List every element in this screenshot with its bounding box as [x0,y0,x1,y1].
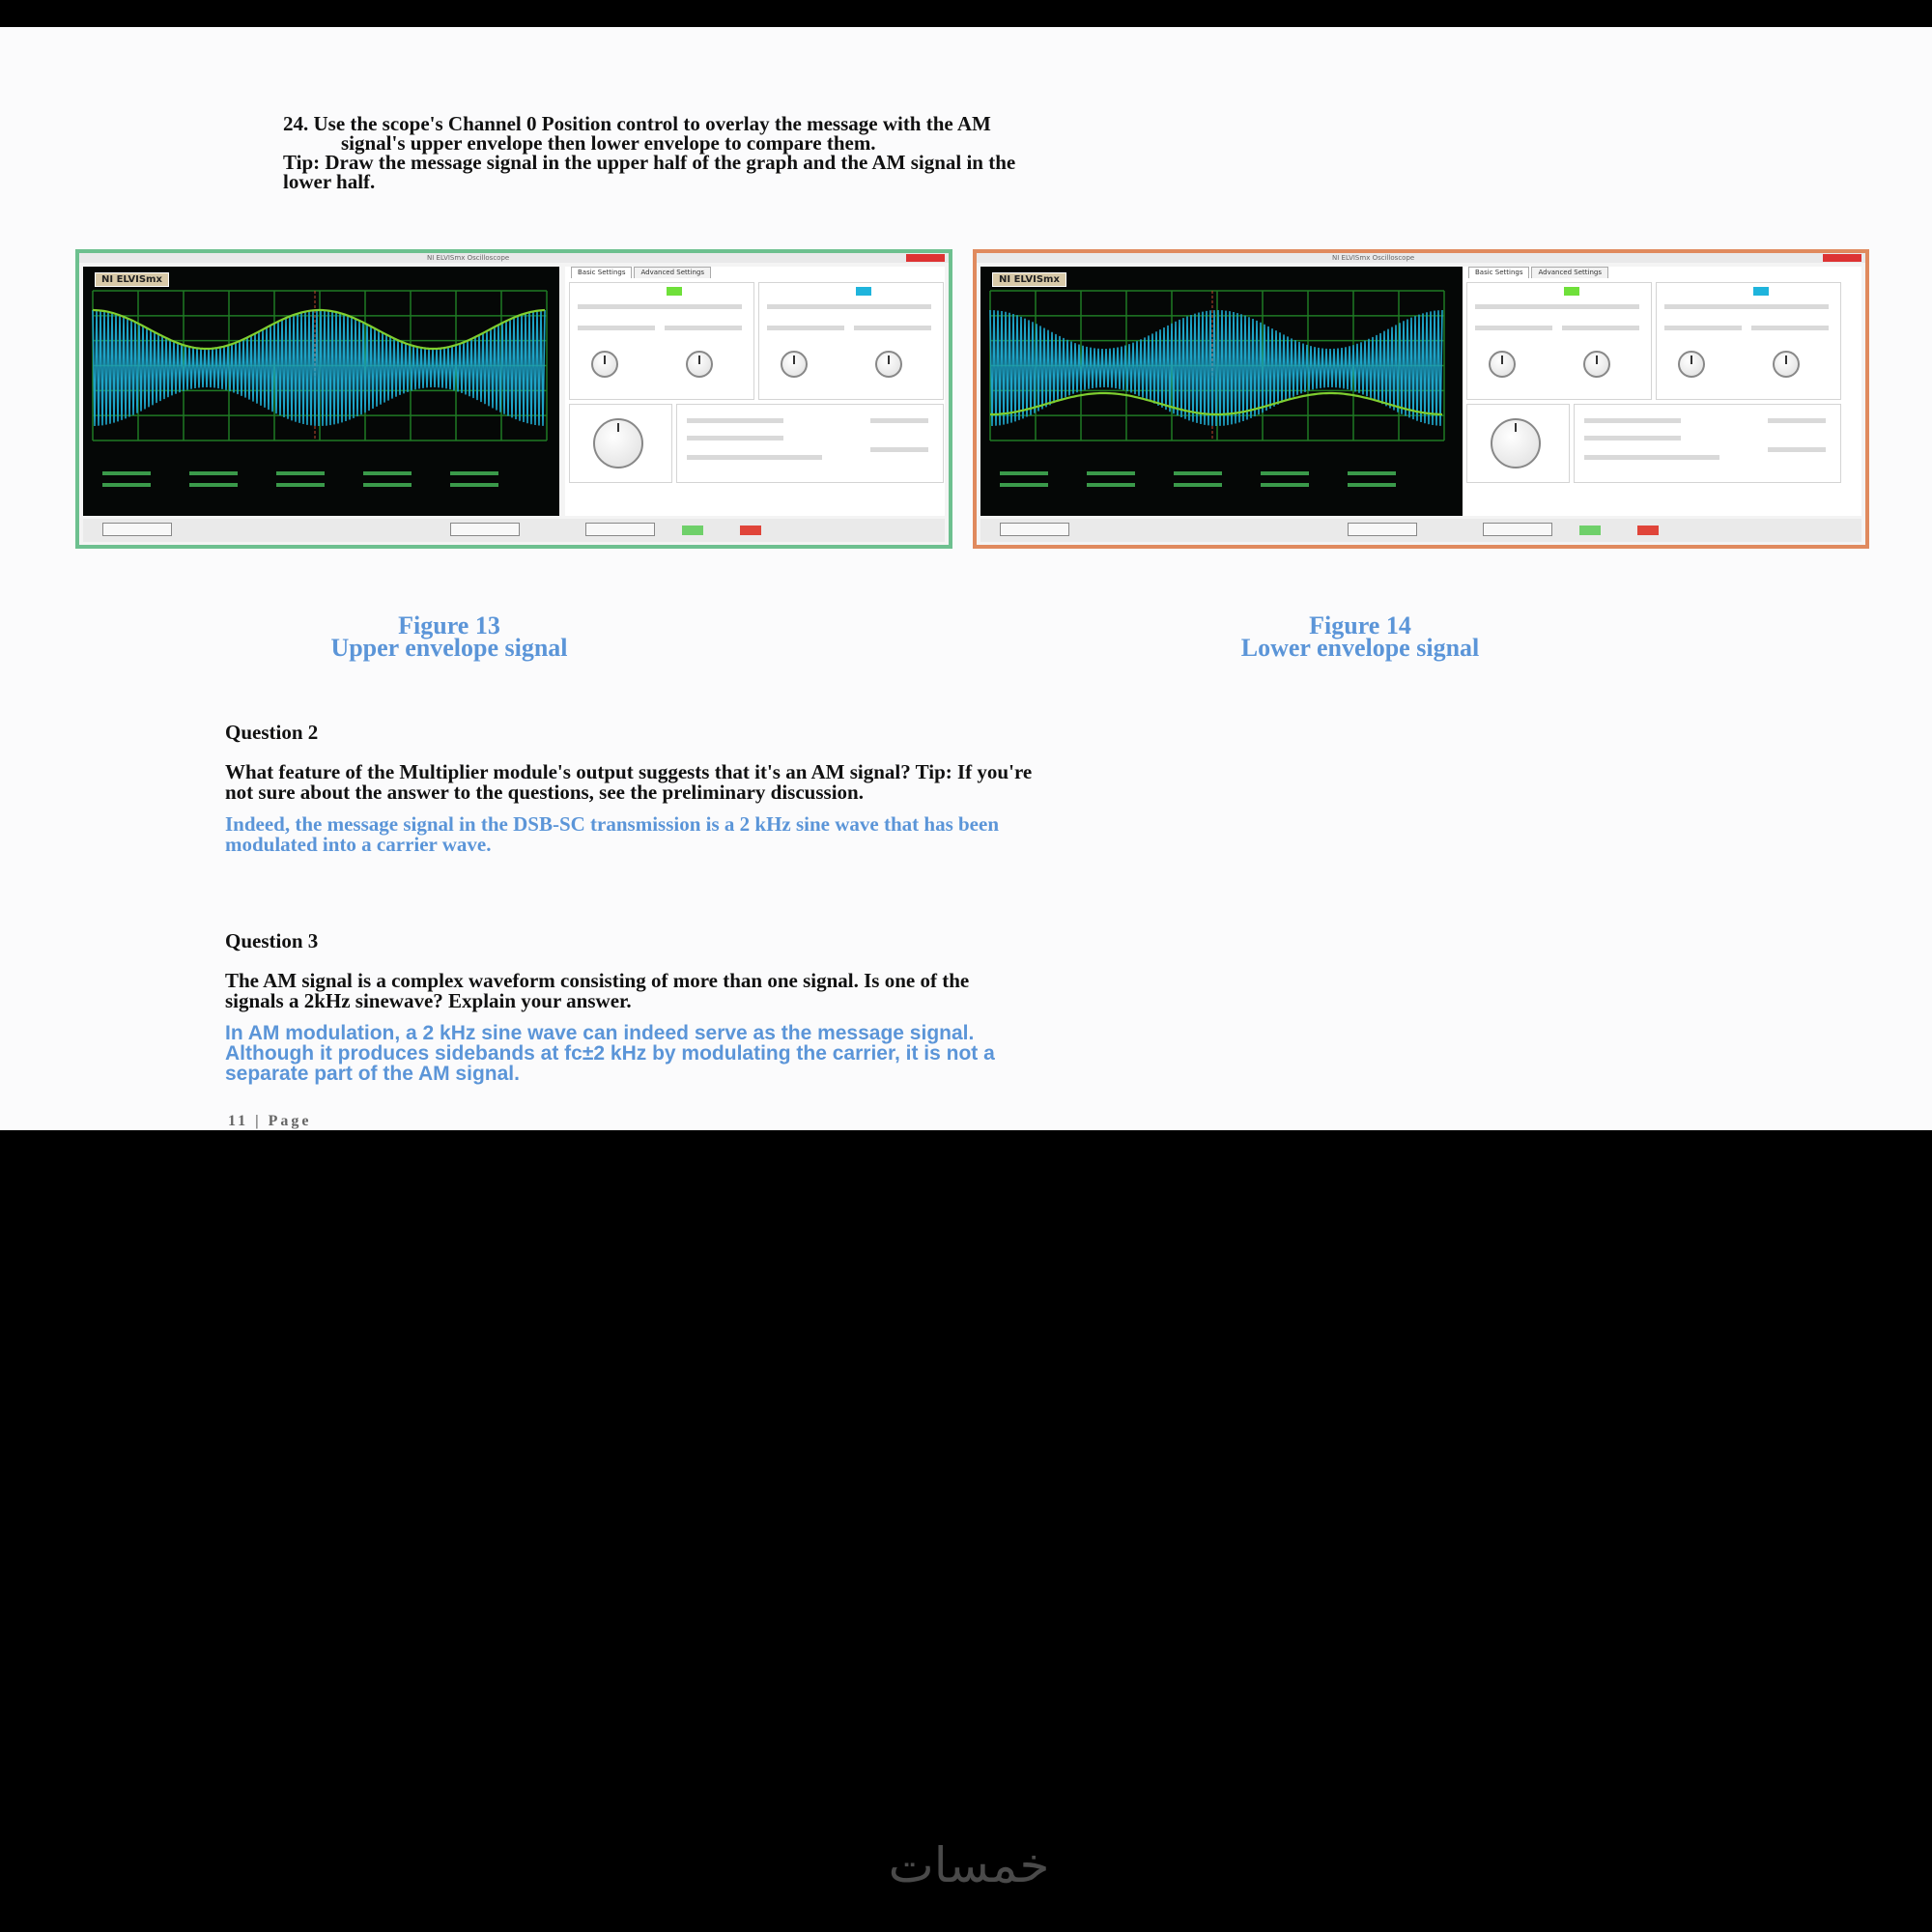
window-title: NI ELVISmx Oscilloscope [427,254,510,262]
measurement-readout [189,471,238,475]
question-2-title: Question 2 [225,721,319,744]
help-button[interactable] [585,523,655,536]
channel-0-settings [1466,282,1652,400]
measurement-readout [1087,471,1135,475]
window-title: NI ELVISmx Oscilloscope [1332,254,1415,262]
window-titlebar [977,253,1865,263]
tab-basic-settings[interactable]: Basic Settings [1468,267,1529,278]
settings-tabs [1468,267,1608,278]
answer-3-line-1: In AM modulation, a 2 kHz sine wave can indeed serve as the message signal. [225,1022,975,1044]
answer-2-line-1: Indeed, the message signal in the DSB-SC transmission is a 2 kHz sine wave that has been [225,812,999,836]
scope-controls-panel [565,267,945,516]
trigger-holdoff-field[interactable] [870,447,928,452]
measurement-readout [1000,483,1048,487]
run-button[interactable] [682,526,703,535]
tip-line-1: Tip: Draw the message signal in the upper half of the graph and the AM signal in the [283,151,1016,174]
step-24-line-2: signal's upper envelope then lower envelope to compare them. [341,131,876,155]
measurement-readout [1087,483,1135,487]
channel-1-coupling-select[interactable] [854,326,931,330]
measurement-readout [1348,471,1396,475]
channel-0-position-knob[interactable] [1583,351,1610,378]
trigger-level-slider[interactable] [1584,455,1719,460]
run-button[interactable] [1579,526,1601,535]
measurement-readout [189,483,238,487]
instrument-bottom-bar [83,519,945,542]
figure-14-caption [1070,611,1650,662]
question-2-answer [225,814,1693,855]
channel-0-settings [569,282,754,400]
channel-0-position-knob[interactable] [686,351,713,378]
trigger-source-select[interactable] [1584,436,1681,440]
figure-14-label: Figure 14 [1309,611,1411,639]
figure-13-caption [159,611,739,662]
channel-1-coupling-select[interactable] [1751,326,1829,330]
khamsat-logo-icon [848,1835,1090,1893]
measurement-readout [363,483,412,487]
channel-0-color [667,287,682,296]
window-titlebar [79,253,949,263]
step-24-instructions [283,114,1635,191]
timebase-settings [569,404,672,483]
page-number: 11 | Page [228,1113,312,1129]
help-button[interactable] [1483,523,1552,536]
question-2-line-1: What feature of the Multiplier module's output suggests that it's an AM signal? Tip: If you're [225,760,1033,783]
stop-button[interactable] [740,526,761,535]
answer-2-line-2: modulated into a carrier wave. [225,833,492,856]
measurement-readout [1261,483,1309,487]
trigger-settings [1574,404,1841,483]
question-2-line-2: not sure about the answer to the questions, see the preliminary discussion. [225,781,864,804]
document-page [0,27,1932,1130]
figure-13-screenshot [75,249,952,549]
scope-waveform [980,267,1463,516]
close-icon[interactable] [906,254,945,262]
figure-14-title: Lower envelope signal [1240,634,1480,662]
close-icon[interactable] [1823,254,1861,262]
channel-1-probe-select[interactable] [1664,326,1742,330]
tab-advanced-settings[interactable]: Advanced Settings [634,267,711,278]
answer-3-line-2: Although it produces sidebands at fc±2 kHz by modulating the carrier, it is not a [225,1042,995,1065]
measurement-readout [102,483,151,487]
question-3-line-1: The AM signal is a complex waveform consisting of more than one signal. Is one of the [225,969,970,992]
question-2-block [225,721,1693,855]
channel-0-probe-select[interactable] [1475,326,1552,330]
settings-tabs [571,267,711,278]
step-24-line-1: 24. Use the scope's Channel 0 Position control to overlay the message with the AM [283,112,991,135]
channel-0-coupling-select[interactable] [1562,326,1639,330]
timebase-knob[interactable] [1491,418,1541,469]
measurement-readout [1000,471,1048,475]
scope-display [980,267,1463,516]
answer-3-line-3: separate part of the AM signal. [225,1063,520,1085]
channel-1-position-knob[interactable] [875,351,902,378]
channel-1-color [1753,287,1769,296]
instrument-button[interactable] [102,523,172,536]
channel-1-scale-knob[interactable] [781,351,808,378]
trigger-slope-select[interactable] [1768,418,1826,423]
channel-1-scale-knob[interactable] [1678,351,1705,378]
scope-controls-panel [1463,267,1861,516]
measurement-readout [102,471,151,475]
watermark-logo [848,1835,1090,1897]
trigger-holdoff-field[interactable] [1768,447,1826,452]
channel-0-source-select[interactable] [578,304,742,309]
timebase-settings [1466,404,1570,483]
trigger-type-select[interactable] [1584,418,1681,423]
measurement-readout [1174,471,1222,475]
channel-0-scale-knob[interactable] [591,351,618,378]
measurement-readout [450,471,498,475]
tab-basic-settings[interactable]: Basic Settings [571,267,632,278]
stop-button[interactable] [1637,526,1659,535]
measurement-readout [276,471,325,475]
question-3-title: Question 3 [225,929,319,952]
measurement-readout [1261,471,1309,475]
tab-advanced-settings[interactable]: Advanced Settings [1531,267,1608,278]
scope-display [83,267,559,516]
trigger-slope-select[interactable] [870,418,928,423]
measurement-readout [363,471,412,475]
channel-0-scale-knob[interactable] [1489,351,1516,378]
figure-13-label: Figure 13 [398,611,500,639]
measurement-readout [1174,483,1222,487]
channel-1-color [856,287,871,296]
question-3-text [225,971,1693,1011]
scope-waveform [83,267,559,516]
instrument-button[interactable] [450,523,520,536]
channel-1-source-select[interactable] [767,304,931,309]
watermark-text: خمسات [888,1837,1050,1893]
question-3-line-2: signals a 2kHz sinewave? Explain your answer. [225,989,632,1012]
timebase-knob[interactable] [593,418,643,469]
trigger-source-select[interactable] [687,436,783,440]
instrument-button[interactable] [1000,523,1069,536]
question-3-answer [225,1023,1693,1084]
scope-tag: NI ELVISmx [992,272,1066,287]
am-signal-trace [990,310,1442,426]
trigger-settings [676,404,944,483]
channel-0-coupling-select[interactable] [665,326,742,330]
figure-13-title: Upper envelope signal [330,634,568,662]
channel-0-source-select[interactable] [1475,304,1639,309]
question-3-block [225,929,1693,1084]
channel-1-source-select[interactable] [1664,304,1829,309]
channel-0-probe-select[interactable] [578,326,655,330]
channel-1-position-knob[interactable] [1773,351,1800,378]
tip-line-2: lower half. [283,170,376,193]
channel-0-color [1564,287,1579,296]
measurement-readout [1348,483,1396,487]
figure-14-screenshot [973,249,1869,549]
channel-1-settings [758,282,944,400]
channel-1-settings [1656,282,1841,400]
measurement-readout [450,483,498,487]
am-signal-trace [93,310,545,426]
channel-1-probe-select[interactable] [767,326,844,330]
instrument-button[interactable] [1348,523,1417,536]
trigger-level-slider[interactable] [687,455,822,460]
trigger-type-select[interactable] [687,418,783,423]
measurement-readout [276,483,325,487]
question-2-text [225,762,1693,803]
instrument-bottom-bar [980,519,1861,542]
scope-tag: NI ELVISmx [95,272,169,287]
